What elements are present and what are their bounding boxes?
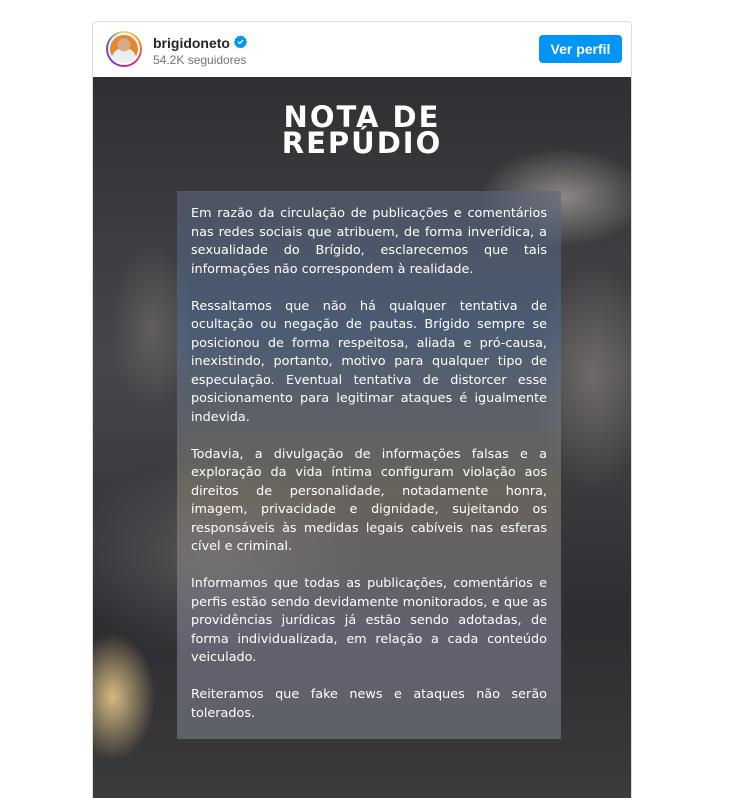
post-image[interactable] <box>93 77 631 798</box>
post-title-line-1: NOTA DE <box>283 100 441 134</box>
post-header <box>93 22 631 76</box>
statement-paragraph-2: Ressaltamos que não há qualquer tentativa de ocultação ou negação de pautas. Brígido sempre se posicionou de forma respeitosa, aliada e pró-causa, inexistindo, portanto, motivo para qualquer tipo de especulação. Eventual tentativa de distorcer esse posicionamento para legitimar ataques é igualmente indevida. <box>191 298 547 425</box>
username[interactable]: brigidoneto <box>153 35 230 51</box>
statement-paragraph-1: Em razão da circulação de publicações e comentários nas redes sociais que atribuem, de forma inverídica, a sexualidade do Brígido, esclarecemos que tais informações não correspondem à realidade. <box>191 206 547 277</box>
verified-badge-icon <box>234 35 247 48</box>
avatar[interactable] <box>106 31 142 67</box>
statement-paragraph-4: Informamos que todas as publicações, comentários e perfis estão sendo devidamente monitorados, e que as providências jurídicas já estão sendo adotadas, de forma individualizada, em relação a cada conteúdo veiculado. <box>191 576 547 665</box>
view-profile-button[interactable]: Ver perfil <box>539 35 622 63</box>
follower-count: 54.2K seguidores <box>153 53 247 67</box>
statement-panel <box>177 191 561 739</box>
post-title-line-2: REPÚDIO <box>281 126 443 160</box>
post-title <box>93 100 631 160</box>
statement-paragraph-5: Reiteramos que fake news e ataques não serão tolerados. <box>191 687 547 721</box>
statement-paragraph-3: Todavia, a divulgação de informações falsas e a exploração da vida íntima configuram violação aos direitos de personalidade, notadamente honra, imagem, privacidade e dignidade, sujeitando os responsáveis às medidas legais cabíveis nas esferas cível e criminal. <box>191 446 547 554</box>
statement-text <box>191 205 547 742</box>
instagram-embed-card <box>92 21 632 798</box>
avatar-photo <box>108 33 140 65</box>
